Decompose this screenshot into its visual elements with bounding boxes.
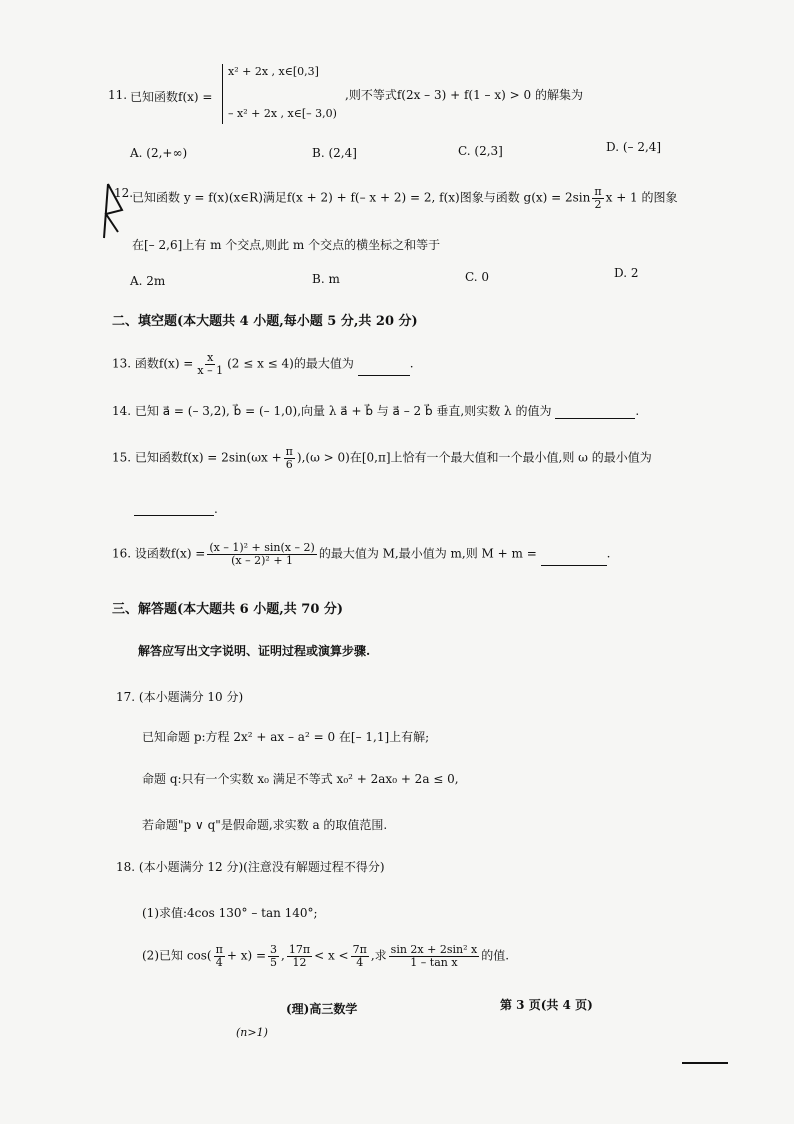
q13-suffix: (2 ≤ x ≤ 4)的最大值为 xyxy=(227,356,354,371)
q18-frac3 xyxy=(287,944,312,968)
q12-text-a: 已知函数 y = f(x)(x∈R)满足f(x + 2) + f(– x + 2) = 2, f(x)图象与函数 g(x) = 2sin xyxy=(132,190,591,205)
q11-number: 11. xyxy=(108,88,128,102)
q12-option-a: A. 2m xyxy=(130,274,166,288)
q13-frac-den: x – 1 xyxy=(197,363,224,377)
q16-prefix: 设函数f(x) = xyxy=(134,546,206,561)
q15-answer-line xyxy=(134,502,218,516)
q18-frac4-den: 4 xyxy=(356,955,364,969)
footer-page-number: 第 3 页(共 4 页) xyxy=(500,998,593,1012)
q18-frac2-num: 3 xyxy=(270,943,278,956)
q18-frac3-den: 12 xyxy=(292,955,307,969)
q18-frac3-num: 17π xyxy=(288,943,311,956)
q14-answer-blank[interactable] xyxy=(555,406,635,419)
q12-frac-num: π xyxy=(594,185,602,198)
q18-frac1 xyxy=(214,944,225,968)
q15-fraction xyxy=(284,446,295,470)
q12-frac-den: 2 xyxy=(594,197,602,211)
q12-text-line2: 在[– 2,6]上有 m 个交点,则此 m 个交点的横坐标之和等于 xyxy=(132,238,441,252)
q15-end: . xyxy=(214,502,218,516)
q14-text: 已知 a⃗ = (– 3,2), b⃗ = (– 1,0),向量 λ a⃗ + b⃗ 与 a⃗ – 2 b⃗ 垂直,则实数 λ 的值为 xyxy=(134,404,552,418)
q14-line xyxy=(112,402,639,419)
q18-frac4 xyxy=(351,944,369,968)
q11-suffix: ,则不等式f(2x – 3) + f(1 – x) > 0 的解集为 xyxy=(345,88,583,102)
q15-suffix: ),(ω > 0)在[0,π]上恰有一个最大值和一个最小值,则 ω 的最小值为 xyxy=(296,450,652,465)
footer-subject: (理)高三数学 xyxy=(286,1002,358,1016)
q12-text-b: x + 1 的图象 xyxy=(605,190,678,205)
q18-frac5-num: sin 2x + 2sin² x xyxy=(390,943,478,956)
q12-fraction xyxy=(592,186,603,210)
footer-rule xyxy=(682,1062,728,1064)
q11-option-b: B. (2,4] xyxy=(312,146,357,160)
q12-option-d: D. 2 xyxy=(614,266,639,280)
q14-end: . xyxy=(635,404,640,418)
q16-fraction xyxy=(207,542,316,566)
q15-frac-den: 6 xyxy=(285,457,293,471)
q13-line xyxy=(112,352,414,376)
q17-line1: 已知命题 p:方程 2x² + ax – a² = 0 在[– 1,1]上有解; xyxy=(142,730,430,744)
q18-part2-e: ,求 xyxy=(370,948,387,963)
q13-prefix: 函数f(x) = xyxy=(134,356,194,371)
q18-part2 xyxy=(142,944,509,968)
q11-prefix: 已知函数f(x) = xyxy=(130,90,213,104)
q18-part2-f: 的值. xyxy=(481,948,510,963)
q11-piece1: x² + 2x , x∈[0,3] xyxy=(228,65,319,78)
q16-line xyxy=(112,542,610,566)
q18-frac2-den: 5 xyxy=(270,955,278,969)
q13-end: . xyxy=(409,356,414,371)
q11-option-c: C. (2,3] xyxy=(458,144,503,158)
q11-option-a: A. (2,+∞) xyxy=(130,146,188,160)
q12-option-b: B. m xyxy=(312,272,340,286)
q11-option-d: D. (– 2,4] xyxy=(606,140,662,154)
q18-heading: 18. (本小题满分 12 分)(注意没有解题过程不得分) xyxy=(116,860,385,874)
q12-option-c: C. 0 xyxy=(465,270,490,284)
q17-line3: 若命题"p ∨ q"是假命题,求实数 a 的取值范围. xyxy=(142,818,388,832)
q15-line xyxy=(112,446,652,470)
q14-number: 14. xyxy=(112,404,132,418)
q17-line2: 命题 q:只有一个实数 x₀ 满足不等式 x₀² + 2ax₀ + 2a ≤ 0, xyxy=(142,772,459,786)
q18-part1: (1)求值:4cos 130° – tan 140°; xyxy=(142,906,318,920)
q12-number: 12. xyxy=(114,186,134,200)
q18-frac5-den: 1 – tan x xyxy=(410,955,458,969)
q13-number: 13. xyxy=(112,356,132,371)
q13-answer-blank[interactable] xyxy=(358,363,410,376)
q18-part2-c: , xyxy=(281,948,285,963)
q12-text-line1 xyxy=(132,186,678,210)
q16-end: . xyxy=(606,546,611,561)
q18-frac4-num: 7π xyxy=(352,943,367,956)
section-answer-heading: 三、解答题(本大题共 6 小题,共 70 分) xyxy=(112,602,344,617)
q18-part2-d: < x < xyxy=(314,948,349,963)
q17-heading: 17. (本小题满分 10 分) xyxy=(116,690,244,704)
q18-frac5 xyxy=(389,944,480,968)
q16-suffix: 的最大值为 M,最小值为 m,则 M + m = xyxy=(318,546,537,561)
q16-frac-den: (x – 2)² + 1 xyxy=(231,553,294,567)
q15-answer-blank[interactable] xyxy=(134,503,214,516)
answer-instruction: 解答应写出文字说明、证明过程或演算步骤. xyxy=(138,644,371,658)
q15-prefix: 已知函数f(x) = 2sin(ωx + xyxy=(134,450,282,465)
q18-frac1-num: π xyxy=(215,943,223,956)
q18-part2-b: + x) = xyxy=(226,948,267,963)
q13-frac-num: x xyxy=(207,351,214,364)
q13-fraction xyxy=(195,352,225,376)
q18-part2-a: (2)已知 cos( xyxy=(142,948,212,963)
q18-frac1-den: 4 xyxy=(215,955,223,969)
q11-piecewise-brace xyxy=(222,64,223,124)
q18-frac2 xyxy=(268,944,279,968)
q15-frac-num: π xyxy=(285,445,293,458)
q11-piece2: – x² + 2x , x∈[– 3,0) xyxy=(228,107,337,120)
footer-handwriting: (n>1) xyxy=(236,1026,268,1039)
section-fill-in-heading: 二、填空题(本大题共 4 小题,每小题 5 分,共 20 分) xyxy=(112,314,418,329)
q16-frac-num: (x – 1)² + sin(x – 2) xyxy=(209,541,315,554)
q16-answer-blank[interactable] xyxy=(541,553,607,566)
q15-number: 15. xyxy=(112,450,132,465)
q16-number: 16. xyxy=(112,546,132,561)
